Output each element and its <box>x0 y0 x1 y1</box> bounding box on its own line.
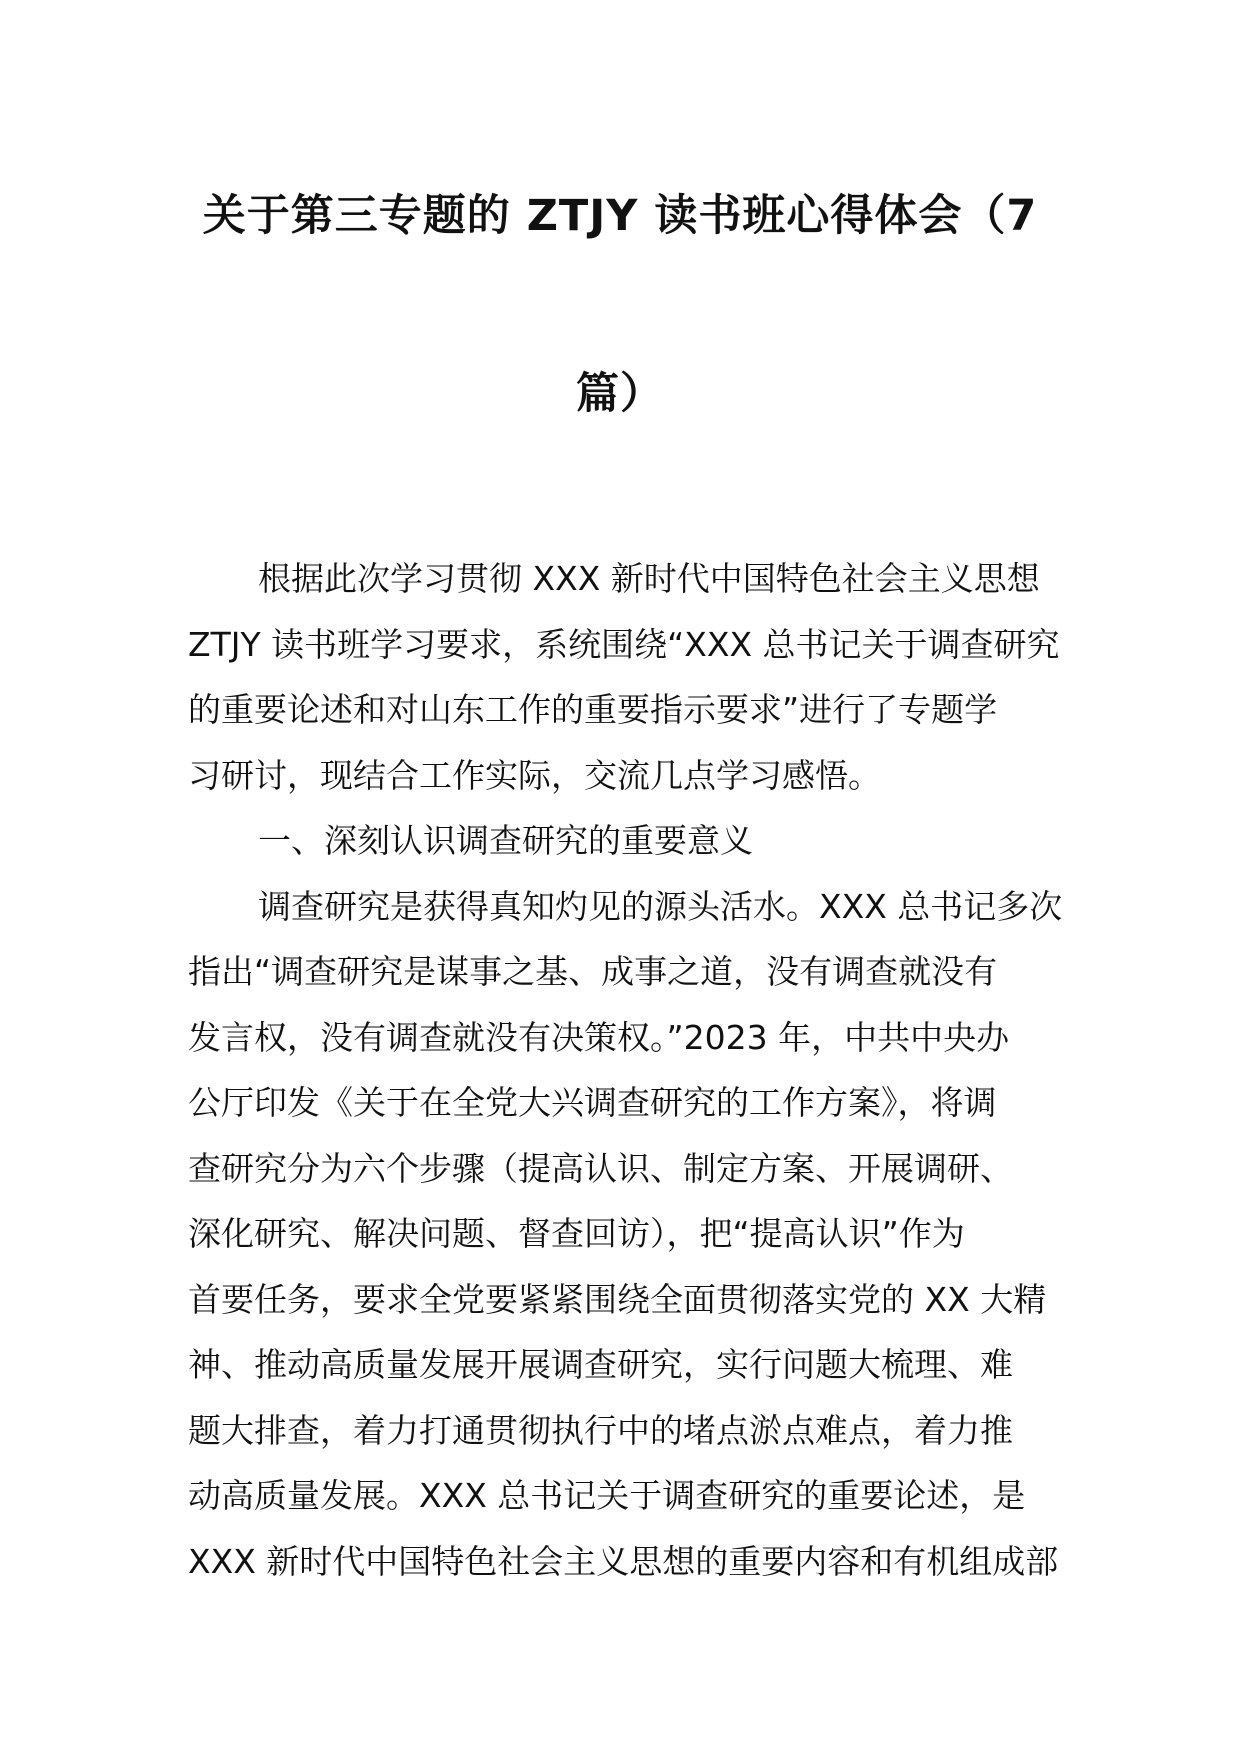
document-body <box>188 546 1063 1594</box>
paragraph-section1-line: 动高质量发展。XXX 总书记关于调查研究的重要论述，是 <box>188 1476 1026 1515</box>
paragraph-section1-line: 指出“调查研究是谋事之基、成事之道，没有调查就没有 <box>188 952 998 991</box>
paragraph-intro-line: 习研讨，现结合工作实际，交流几点学习感悟。 <box>188 755 881 795</box>
paragraph-intro-line: ZTJY 读书班学习要求，系统围绕“XXX 总书记关于调查研究 <box>188 624 1060 664</box>
paragraph-section1-line: 公厅印发《关于在全党大兴调查研究的工作方案》，将调 <box>188 1083 997 1122</box>
document-title-line-2: 篇） <box>576 369 664 419</box>
paragraph-section1-line: 神、推动高质量发展开展调查研究，实行问题大梳理、难 <box>188 1345 1013 1384</box>
section-heading-1: 一、深刻认识调查研究的重要意义 <box>258 821 753 860</box>
paragraph-section1-line: 查研究分为六个步骤（提高认识、制定方案、开展调研、 <box>188 1148 1013 1188</box>
paragraph-section1-line: 发言权，没有调查就没有决策权。”2023 年，中共中央办 <box>188 1017 1010 1057</box>
paragraph-section1-line: 深化研究、解决问题、督查回访），把“提高认识”作为 <box>188 1214 965 1253</box>
paragraph-section1-line: XXX 新时代中国特色社会主义思想的重要内容和有机组成部 <box>188 1541 1059 1581</box>
document-title-line-1: 关于第三专题的 ZTJY 读书班心得体会（7 <box>202 191 1038 241</box>
paragraph-section1-line: 调查研究是获得真知灼见的源头活水。XXX 总书记多次 <box>258 886 1063 926</box>
paragraph-intro-line: 的重要论述和对山东工作的重要指示要求”进行了专题学 <box>188 690 998 729</box>
paragraph-section1-line: 首要任务，要求全党要紧紧围绕全面贯彻落实党的 XX 大精 <box>188 1279 1047 1319</box>
paragraph-section1-line: 题大排查，着力打通贯彻执行中的堵点淤点难点，着力推 <box>188 1410 1013 1450</box>
paragraph-intro-line: 根据此次学习贯彻 XXX 新时代中国特色社会主义思想 <box>258 559 1040 598</box>
